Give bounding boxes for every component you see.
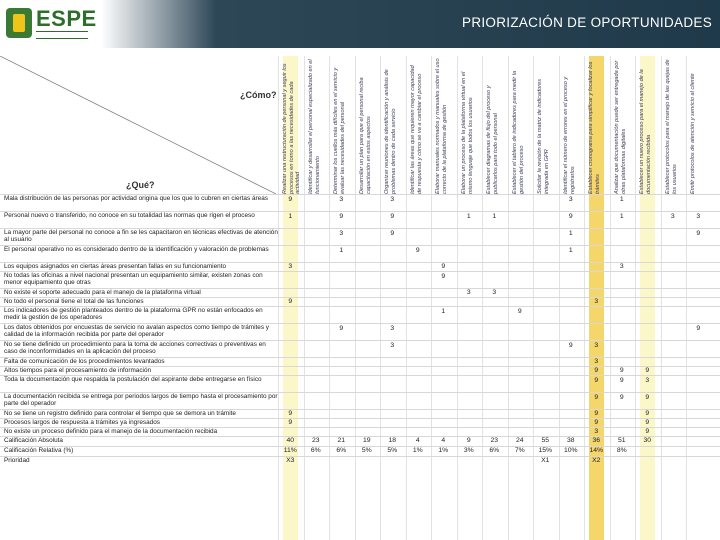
table-cell: 9 [288,419,293,426]
table-cell: 9 [568,342,573,349]
table-cell: 3 [339,196,344,203]
table-cell: 8% [616,447,627,454]
table-cell: 18 [388,437,397,444]
what-label: ¿Qué? [126,180,155,190]
table-cell: 9 [594,419,599,426]
table-cell: 9 [390,230,395,237]
table-cell: 9 [390,213,395,220]
column-header: Determinar los cuellos más difíciles en el servicio y evaluar las necesidades del personal [333,67,346,194]
column-header: Analizar que documentación puede ser entregada por otras plataformas digitales [613,60,626,194]
table-cell: 9 [594,377,599,384]
row-label: No todo el personal tiene el total de las funciones [4,298,144,305]
table-cell: 4 [441,437,446,444]
table-cell: 9 [645,367,650,374]
table-cell: 23 [490,437,499,444]
table-cell: 3 [619,263,624,270]
table-cell: 1 [492,213,497,220]
table-cell: 40 [286,437,295,444]
table-cell: 9 [594,394,599,401]
table-cell: 3 [390,196,395,203]
column-header: Emitir protocolos de atención y servicio al cliente [690,73,696,194]
espe-logo [6,6,97,42]
column-header: Identificar y desarrollar el personal especializado en el funcionamiento [307,59,320,194]
table-cell: 9 [645,394,650,401]
table-cell: 9 [517,308,522,315]
table-cell: 9 [594,367,599,374]
table-cell: 9 [466,437,471,444]
table-cell: 3 [594,298,599,305]
table-cell: 3% [463,447,474,454]
table-cell: 3 [645,377,650,384]
table-cell: 36 [592,437,601,444]
table-cell: 51 [617,437,626,444]
table-cell: 23 [311,437,320,444]
column-header: Elaborar un proceso de la plataforma virtual en el mismo lenguaje que todos los usuarios [460,71,473,194]
row-label: No existe el soporte adecuado para el manejo de la plataforma virtual [4,289,201,296]
table-cell: 1 [619,213,624,220]
table-cell: 1 [441,308,446,315]
table-cell: 1 [568,247,573,254]
table-cell: 3 [466,289,471,296]
table-cell: 30 [643,437,652,444]
column-header: Organizar reuniones de identificación y análisis de problemas dentro de cada servicio [384,69,397,194]
priority-matrix [0,56,720,540]
row-label: Los indicadores de gestión planteados dentro de la plataforma GPR no están enfocados en medir la gestión de los operadores [4,307,263,322]
row-label: Personal nuevo o transferido, no conoce en su totalidad las normas que rigen el proceso [4,212,255,219]
table-cell: 1% [438,447,449,454]
table-cell: 9 [619,377,624,384]
table-cell: 6% [489,447,500,454]
table-cell: 3 [568,196,573,203]
table-cell: 3 [390,342,395,349]
column-header: Establecer protocolos para el manejo de las quejas de los usuarios [664,59,677,194]
table-cell: 7% [514,447,525,454]
table-cell: 38 [566,437,575,444]
table-cell: 1 [568,230,573,237]
table-cell: 9 [339,325,344,332]
table-cell: 9 [645,410,650,417]
column-header: Elaborar manuales normados y manuales sobre el uso correcto de la plataforma de gestión [435,58,448,194]
table-cell: 9 [288,196,293,203]
row-label: Los datos obtenidos por encuestas de servicio no avalan aspectos como tiempo de trámites y calidad de la información recibida por parte del operador [4,324,270,339]
table-cell: 3 [288,263,293,270]
table-cell: 9 [339,213,344,220]
slide-header [0,0,720,48]
table-cell: 5% [387,447,398,454]
column-header: Establecer el tablero de indicadores para medir la gestión del proceso [511,70,524,194]
page-title: PRIORIZACIÓN DE OPORTUNIDADES [462,15,712,30]
table-cell: 5% [361,447,372,454]
table-cell: 19 [362,437,371,444]
column-header: Establecer diagramas de flujo del proceso y publicarlos para todo el personal [486,85,499,194]
table-cell: 11% [283,447,297,454]
row-label: La mayor parte del personal no conoce a fin se les capacitaron en técnicas efectivas de atención al usuario [4,229,278,244]
table-cell: 9 [645,419,650,426]
table-cell: 9 [696,325,701,332]
table-cell: 55 [541,437,550,444]
table-cell: 9 [288,410,293,417]
row-label: No existe un proceso definido para el manejo de la documentación recibida [4,428,218,435]
table-cell: 3 [696,213,701,220]
row-label: Mala distribución de las personas por actividad origina que los que lo cubren en ciertas áreas [4,195,268,202]
table-cell: 9 [619,394,624,401]
table-cell: 9 [645,428,650,435]
table-cell: 14% [589,447,604,454]
logo-text: ESPE [36,6,97,31]
column-header: Solicitar la revisión de la matriz de indicadores integrada en GPR [537,78,550,194]
crest-icon [6,8,32,38]
table-cell: 6% [310,447,321,454]
column-header: Realizar una restructuración de personal y seguir los procesos en torno a las necesidades de cada actividad [282,63,301,194]
table-cell: 1% [412,447,423,454]
table-cell: 1 [288,213,293,220]
how-label: ¿Cómo? [240,90,277,100]
table-cell: X3 [286,457,295,464]
table-cell: 9 [594,410,599,417]
row-label: Calificación Relativa (%) [4,447,74,454]
row-label: No se tiene definido un procedimiento para la toma de acciones correctivas o preventivas en caso de inconformidades en la aplicación del proceso [4,341,266,356]
column-header: Desarrollar un plan para que el personal reciba capacitación en estos aspectos [358,77,371,194]
table-cell: 3 [670,213,675,220]
table-cell: 24 [515,437,524,444]
row-label: Prioridad [4,457,30,464]
row-label: Falta de comunicación de los procedimientos levantados [4,358,165,365]
table-cell: 3 [594,428,599,435]
table-cell: 15% [538,447,553,454]
row-label: El personal operativo no es considerado dentro de la identificación y valoración de problemas [4,246,269,253]
table-cell: 6% [336,447,347,454]
table-cell: 9 [441,273,446,280]
row-label: La documentación recibida se entrega por periodos largos de tiempo hasta el procesamiento por parte del operador [4,393,278,408]
table-cell: 1 [466,213,471,220]
row-label: Los equipos asignados en ciertas áreas presentan fallas en su funcionamiento [4,263,227,270]
table-cell: 3 [492,289,497,296]
column-header: Identificar las áreas que requieren mayor capacidad de respuesta y cómo se va a cambiar el proceso [409,65,422,194]
table-cell: X2 [592,457,601,464]
table-cell: 3 [594,358,599,365]
table-cell: 9 [415,247,420,254]
table-cell: 9 [696,230,701,237]
row-label: No todas las oficinas a nivel nacional presentan un equipamiento similar, existen zonas con menor equipamiento que otras [4,272,263,287]
row-label: No se tiene un registro definido para controlar el tiempo que se demora un trámite [4,410,236,417]
row-label: Altos tiempos para el procesamiento de información [4,367,152,374]
table-cell: 4 [415,437,420,444]
table-cell: 3 [339,230,344,237]
table-cell: 10% [563,447,578,454]
table-cell: 21 [337,437,346,444]
table-cell: 3 [390,325,395,332]
column-header: Establecer un nuevo proceso para el manejo de la documentación recibida [639,69,652,194]
table-cell: 3 [594,342,599,349]
table-cell: 1 [339,247,344,254]
diagonal-divider [0,56,276,194]
table-cell: 9 [568,213,573,220]
table-cell: 9 [288,298,293,305]
table-cell: 9 [441,263,446,270]
row-label: Toda la documentación que respalda la postulación del aspirante debe entregarse en físico [4,376,262,383]
table-cell: X1 [541,457,550,464]
row-label: Procesos largos de respuesta a trámites ya ingresados [4,419,160,426]
column-header: Establecer cronograma para simplificar y focalizar los trámites [588,61,601,194]
table-cell: 1 [619,196,624,203]
row-label: Calificación Absoluta [4,437,63,444]
column-header: Identificar el número de errores en el proceso y registrarlos [562,76,575,194]
table-cell: 9 [619,367,624,374]
